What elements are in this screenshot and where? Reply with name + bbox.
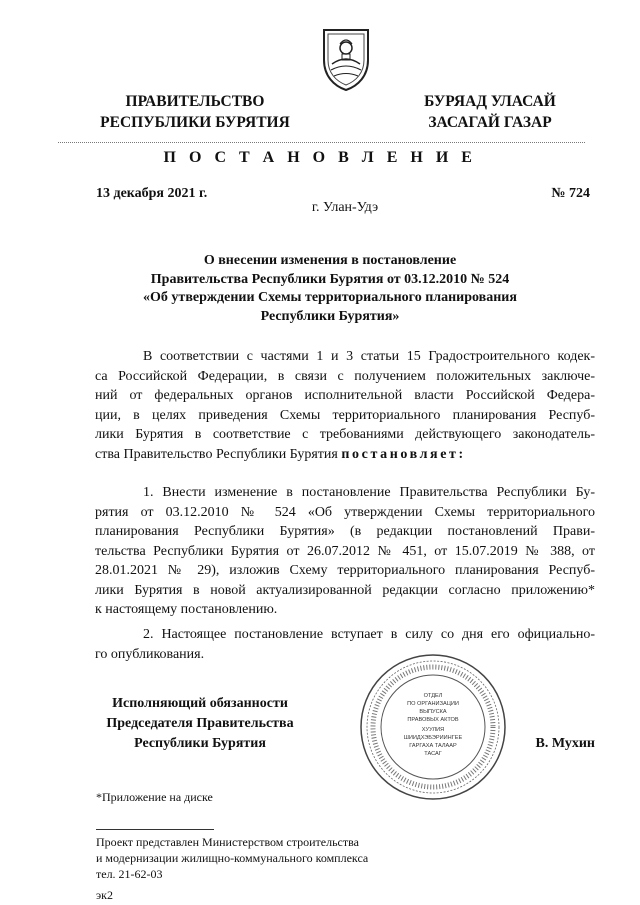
seal-text-line: ХУУЛИЯ bbox=[421, 727, 445, 733]
header-right-line: ЗАСАГАЙ ГАЗАР bbox=[428, 114, 552, 131]
text-line: ции, в целях приведения Схемы территориального планирования Респуб- bbox=[95, 407, 595, 423]
project-info bbox=[96, 834, 368, 882]
title-line: «Об утверждении Схемы территориального планирования bbox=[143, 290, 517, 305]
footer-line: тел. 21-62-03 bbox=[96, 867, 163, 881]
signatory-position bbox=[95, 694, 305, 754]
text-line: планирования Республики Бурятия» (в редакции постановлений Прави- bbox=[95, 524, 595, 539]
title-line: Республики Бурятия» bbox=[260, 308, 400, 324]
text-line: 2. Настоящее постановление вступает в силу со дня его официально- bbox=[143, 627, 595, 642]
text-line: В соответствии с частями 1 и 3 статьи 15 Градостроительного кодек- bbox=[143, 349, 595, 364]
signatory-name: В. Мухин bbox=[535, 736, 595, 751]
preamble-paragraph bbox=[95, 347, 595, 464]
document-type: П О С Т А Н О В Л Е Н И Е bbox=[163, 149, 477, 166]
seal-text-line: ОТДЕЛ bbox=[423, 693, 443, 699]
title-line: Правительства Республики Бурятия от 03.12.2010 № 524 bbox=[150, 271, 510, 287]
text-line: к настоящему постановлению. bbox=[95, 602, 278, 617]
text-line: 1. Внести изменение в постановление Правительства Республики Бу- bbox=[143, 485, 595, 500]
document-date: 13 декабря 2021 г. bbox=[96, 186, 208, 201]
text-line: ний от федеральных органов исполнительной власти Российской Федера- bbox=[95, 388, 595, 403]
official-seal-stamp bbox=[358, 652, 508, 802]
footer-divider bbox=[96, 829, 214, 830]
signatory-line: Республики Бурятия bbox=[134, 736, 266, 751]
text-line: са Российской Федерации, в связи с получением положительных заключе- bbox=[95, 368, 595, 384]
document-city: г. Улан-Удэ bbox=[311, 200, 379, 215]
seal-text-line: ШИИДХЭБЭРИИНГЕЕ bbox=[403, 735, 463, 741]
government-name-bua bbox=[420, 91, 560, 133]
resolution-prefix: ства Правительство Республики Бурятия bbox=[95, 446, 342, 462]
header-left-line: ПРАВИТЕЛЬСТВО bbox=[125, 93, 265, 110]
text-line: тельства Республики Бурятия от 26.07.2012 № 451, от 15.07.2019 № 388, от bbox=[95, 543, 595, 559]
signatory-line: Председателя Правительства bbox=[106, 716, 294, 731]
government-name-ru bbox=[95, 91, 295, 133]
seal-text-line: ПРАВОВЫХ АКТОВ bbox=[407, 717, 459, 723]
header-right-line: БУРЯАД УЛАСАЙ bbox=[424, 93, 556, 110]
footer-line: Проект представлен Министерством строительства bbox=[96, 835, 359, 849]
text-line: 28.01.2021 № 29), изложив Схему территориального планирования Респуб- bbox=[95, 563, 595, 578]
document-number: № 724 bbox=[551, 186, 590, 201]
seal-text-line: ВЫПУСКА bbox=[419, 709, 447, 715]
header-divider bbox=[58, 142, 585, 143]
seal-text-line: ТАСАГ bbox=[424, 751, 442, 757]
signatory-line: Исполняющий обязанности bbox=[112, 696, 288, 711]
text-line: рятия от 03.12.2010 № 524 «Об утверждении Схемы территориального bbox=[95, 504, 595, 520]
resolution-keyword: постановляет: bbox=[341, 446, 466, 462]
clause-1-paragraph bbox=[95, 483, 595, 620]
appendix-footnote: *Приложение на диске bbox=[96, 790, 213, 804]
title-line: О внесении изменения в постановление bbox=[203, 253, 457, 268]
footer-line: и модернизации жилищно-коммунального комплекса bbox=[96, 851, 369, 865]
clause-2-paragraph bbox=[95, 625, 595, 664]
seal-text-line: ГАРГАХА ТАЛААР bbox=[409, 743, 457, 749]
text-line: лики Бурятия в соответствие с требованиями действующего законодатель- bbox=[95, 427, 595, 442]
seal-text-line: ПО ОРГАНИЗАЦИИ bbox=[407, 701, 459, 707]
text-line bbox=[95, 445, 595, 465]
document-title bbox=[100, 252, 560, 326]
copies-code: эк2 bbox=[96, 888, 113, 902]
text-line: го опубликования. bbox=[95, 646, 205, 662]
text-line: лики Бурятия в новой актуализированной редакции согласно приложению* bbox=[95, 582, 595, 598]
header-left-line: РЕСПУБЛИКИ БУРЯТИЯ bbox=[100, 114, 290, 131]
coat-of-arms-icon bbox=[318, 26, 374, 92]
